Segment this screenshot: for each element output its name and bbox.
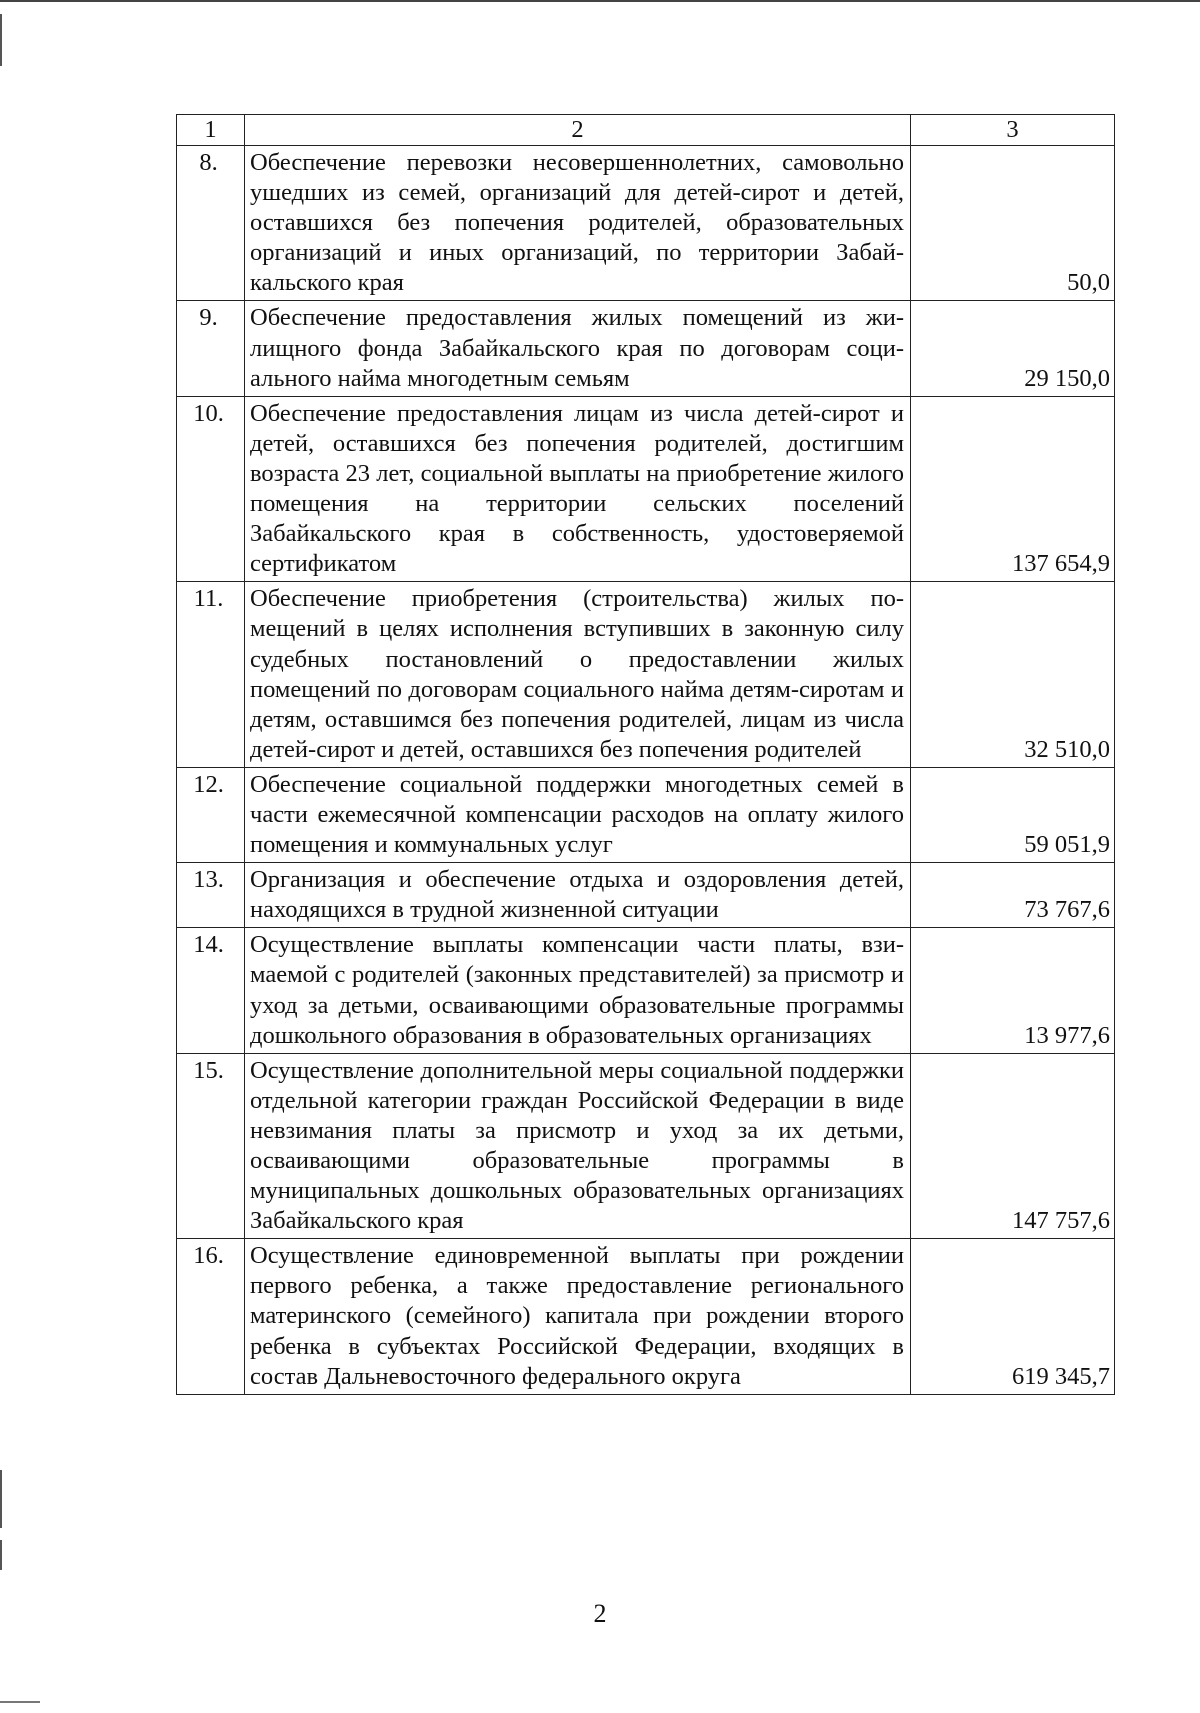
- table-row: [177, 928, 1115, 1053]
- row-number: 8.: [177, 146, 245, 301]
- row-number: 16.: [177, 1239, 245, 1394]
- row-description: Организация и обеспечение отдыха и оздоровления детей, находящихся в трудной жизненной ситуации: [245, 863, 911, 928]
- row-description: Осуществление дополнительной меры социальной поддержки отдельной категории граждан Российской Федерации в виде невзимания платы за присмотр и уход за их детьми, осваивающими образовательные программы в муниципальных дошкольных образовательных организациях Забайкальского края: [245, 1053, 911, 1239]
- row-description: Обеспечение перевозки несовершеннолетних, самовольно ушедших из семей, организаций для детей-сирот и детей, оставшихся без попечения родителей, образовательных организаций и иных организаций, по территории Забайкальского края: [245, 146, 911, 301]
- page-top-edge: [0, 0, 1200, 2]
- scan-margin-mark: [0, 1470, 2, 1528]
- row-amount: 32 510,0: [911, 582, 1115, 768]
- row-amount: 619 345,7: [911, 1239, 1115, 1394]
- row-number: 11.: [177, 582, 245, 768]
- row-amount: 13 977,6: [911, 928, 1115, 1053]
- scan-margin-mark: [0, 14, 2, 66]
- row-description: Осуществление выплаты компенсации части платы, взимаемой с родителей (законных представителей) за присмотр и уход за детьми, осваивающими образовательные программы дошкольного образования в образовательных организациях: [245, 928, 911, 1053]
- row-number: 13.: [177, 863, 245, 928]
- row-description: Обеспечение предоставления лицам из числа детей-сирот и детей, оставшихся без попечения родителей, достигшим возраста 23 лет, социальной выплаты на приобретение жилого помещения на территории сельских поселений Забайкальского края в собственность, удостоверяемой сертификатом: [245, 396, 911, 582]
- row-number: 10.: [177, 396, 245, 582]
- appropriations-table: [176, 114, 1115, 1395]
- row-amount: 137 654,9: [911, 396, 1115, 582]
- row-number: 14.: [177, 928, 245, 1053]
- table-row: [177, 301, 1115, 396]
- table-row: [177, 863, 1115, 928]
- row-number: 12.: [177, 767, 245, 862]
- header-col-2: 2: [245, 115, 911, 146]
- table-row: [177, 146, 1115, 301]
- table-row: [177, 1053, 1115, 1239]
- table-row: [177, 582, 1115, 768]
- table-body: [177, 115, 1115, 1395]
- row-description: Обеспечение предоставления жилых помещений из жилищного фонда Забайкальского края по договорам социального найма многодетным семьям: [245, 301, 911, 396]
- row-amount: 59 051,9: [911, 767, 1115, 862]
- row-number: 15.: [177, 1053, 245, 1239]
- table-header-row: [177, 115, 1115, 146]
- header-col-1: 1: [177, 115, 245, 146]
- table-row: [177, 767, 1115, 862]
- row-amount: 73 767,6: [911, 863, 1115, 928]
- row-amount: 147 757,6: [911, 1053, 1115, 1239]
- row-amount: 29 150,0: [911, 301, 1115, 396]
- scan-margin-mark: [0, 1540, 2, 1570]
- row-description: Обеспечение приобретения (строительства) жилых помещений в целях исполнения вступивших в законную силу судебных постановлений о предоставлении жилых помещений по договорам социального найма детям-сиротам и детям, оставшимся без попечения родителей, лицам из числа детей-сирот и детей, оставшихся без попечения родителей: [245, 582, 911, 768]
- table-row: [177, 1239, 1115, 1394]
- table-row: [177, 396, 1115, 582]
- row-amount: 50,0: [911, 146, 1115, 301]
- row-description: Обеспечение социальной поддержки многодетных семей в части ежемесячной компенсации расходов на оплату жилого помещения и коммунальных услуг: [245, 767, 911, 862]
- row-description: Осуществление единовременной выплаты при рождении первого ребенка, а также предоставление регионального материнского (семейного) капитала при рождении второго ребенка в субъектах Российской Федерации, входящих в состав Дальневосточного федерального округа: [245, 1239, 911, 1394]
- page-number: 2: [593, 1599, 607, 1628]
- scan-foot-mark: [0, 1701, 40, 1703]
- row-number: 9.: [177, 301, 245, 396]
- header-col-3: 3: [911, 115, 1115, 146]
